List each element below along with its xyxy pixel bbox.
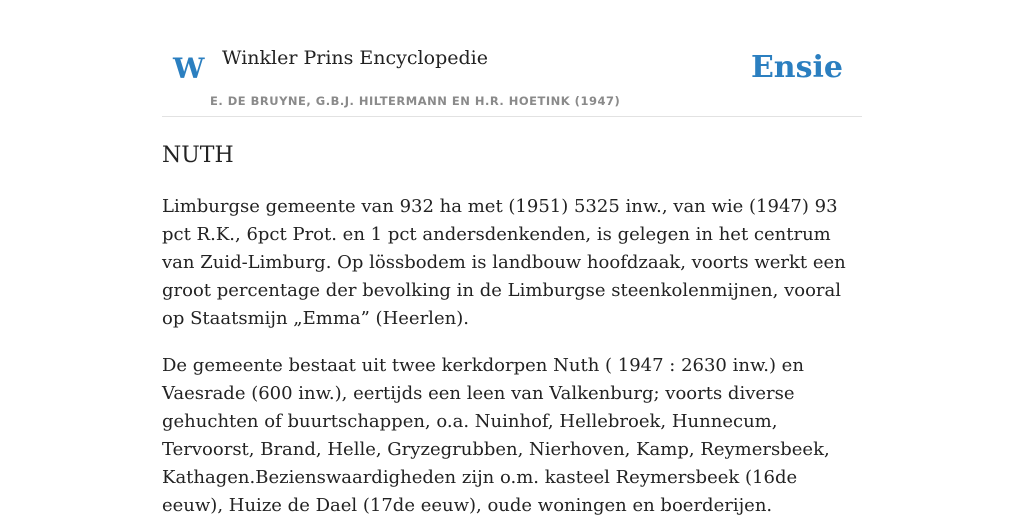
page-content [162,0,862,520]
entry-paragraph: Limburgse gemeente van 932 ha met (1951) 5325 inw., van wie (1947) 93 pct R.K., 6pct Prot. en 1 pct andersdenkenden, is gelegen in het centrum van Zuid-Limburg. Op lössbodem is landbouw hoofdzaak, voorts werkt een groot percentage der bevolking in de Limburgse steenkolenmijnen, vooral op Staatsmijn „Emma” (Heerlen). [162,196,846,329]
encyclopedia-logo-icon[interactable]: W [173,52,205,85]
header [162,0,862,117]
book-title[interactable]: Winkler Prins Encyclopedie [222,47,488,69]
ensie-logo[interactable]: Ensie [750,50,843,85]
entry-title: NUTH [162,143,234,168]
authors: E. DE BRUYNE, G.B.J. HILTERMANN EN H.R. HOETINK (1947) [210,94,621,108]
entry-paragraph: De gemeente bestaat uit twee kerkdorpen Nuth ( 1947 : 2630 inw.) en Vaesrade (600 inw.), eertijds een leen van Valkenburg; voorts diverse gehuchten of buurtschappen, o.a. Nuinhof, Hellebroek, Hunnecum, Tervoorst, Brand, Helle, Gryzegrubben, Nierhoven, Kamp, Reymersbeek, Kathagen.Bezienswaardigheden zijn o.m. kasteel Reymersbeek (16de eeuw), Huize de Dael (17de eeuw), oude woningen en boerderijen. [162,355,830,516]
